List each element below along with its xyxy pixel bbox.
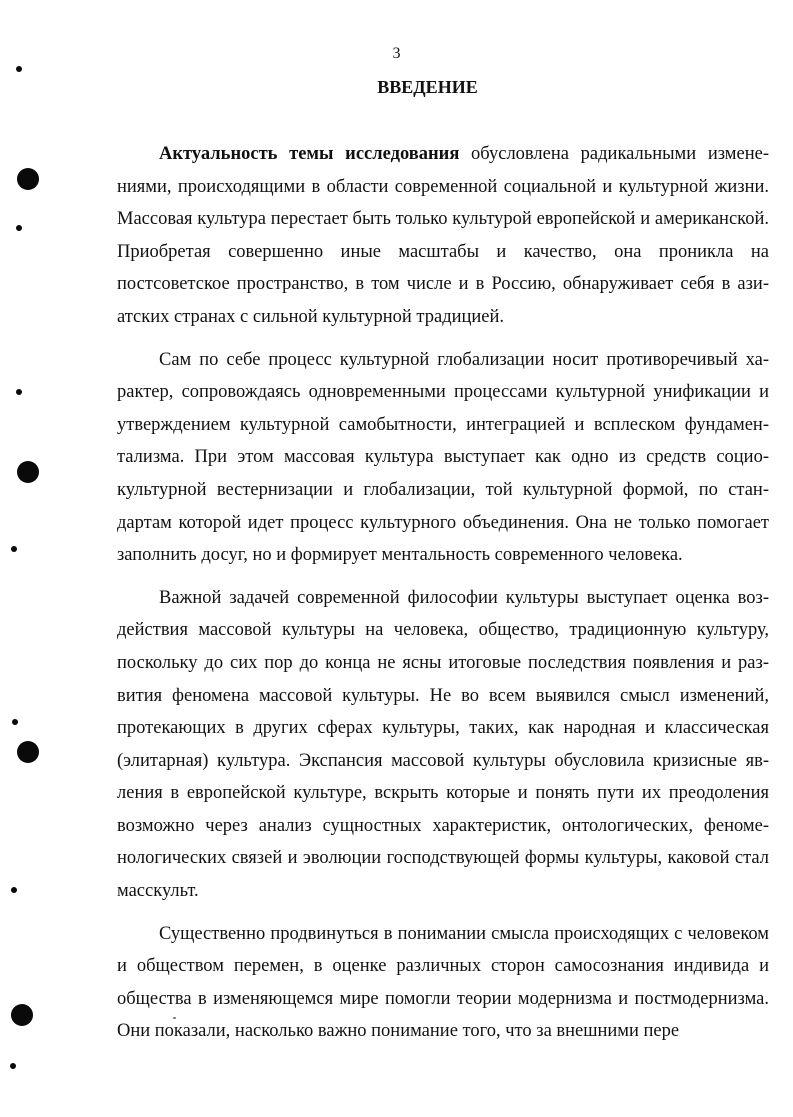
punch-hole bbox=[12, 719, 18, 725]
punch-hole bbox=[16, 389, 22, 395]
paragraph-2: Сам по себе процесс культурной глобализации носит противоречивый характер, сопровождаясь одновременными процессами культурной унификации и утверждением культурной самобытности, интеграцией и всплеском фундаментализма. При этом массовая культура выступает как одно из средств социокультурной вестернизации и глобализации, той культурной формой, по стандартам которой идет процесс культурного объединения. Она не только помогает заполнить досуг, но и формирует ментальность современного человека. bbox=[117, 349, 769, 566]
scan-speck bbox=[173, 1017, 176, 1019]
paragraph-4: Существенно продвинуться в понимании смысла происходящих с человеком и обществом перемен, в оценке различных сторон самосознания индивида и общества в изменяющемся мире помогли теории модернизма и постмодернизма. Они показали, насколько важно понимание того, что за внешними пере bbox=[117, 923, 769, 1042]
punch-hole bbox=[17, 168, 39, 190]
body-text bbox=[117, 138, 769, 1058]
paragraph-1-lead: Актуальность темы исследования bbox=[159, 144, 460, 164]
paragraph-1-text: обусловлена радикальными изменениями, происходящими в области современной социальной и культурной жизни. Массовая культура перестает быть только культурой европейской и американской. Приобретая совершенно иные масштабы и качество, она проникла на постсоветское пространство, в том числе и в Россию, обнаруживает себя в азиатских странах с сильной культурной традицией. bbox=[117, 144, 769, 327]
punch-hole bbox=[10, 1063, 16, 1069]
punch-hole bbox=[17, 461, 39, 483]
paragraph-3: Важной задачей современной философии культуры выступает оценка воздействия массовой культуры на человека, общество, традиционную культуру, поскольку до сих пор до конца не ясны итоговые последствия появления и развития феномена массовой культуры. Не во всем выявился смысл изменений, протекающих в других сферах культуры, таких, как народная и классическая (элитарная) культура. Экспансия массовой культуры обусловила кризисные явления в европейской культуре, вскрыть которые и понять пути их преодоления возможно через анализ сущностных характеристик, онтологических, феноменологических связей и эволюции господствующей формы культуры, каковой стал масскульт. bbox=[117, 587, 769, 902]
page-number: 3 bbox=[392, 45, 401, 62]
punch-hole bbox=[17, 741, 39, 763]
punch-hole bbox=[11, 887, 17, 893]
punch-hole bbox=[16, 66, 22, 72]
punch-hole bbox=[16, 225, 22, 231]
punch-hole bbox=[11, 546, 17, 552]
section-heading: ВВЕДЕНИЕ bbox=[377, 77, 478, 97]
punch-hole bbox=[11, 1004, 33, 1026]
paragraph-1 bbox=[117, 138, 769, 334]
